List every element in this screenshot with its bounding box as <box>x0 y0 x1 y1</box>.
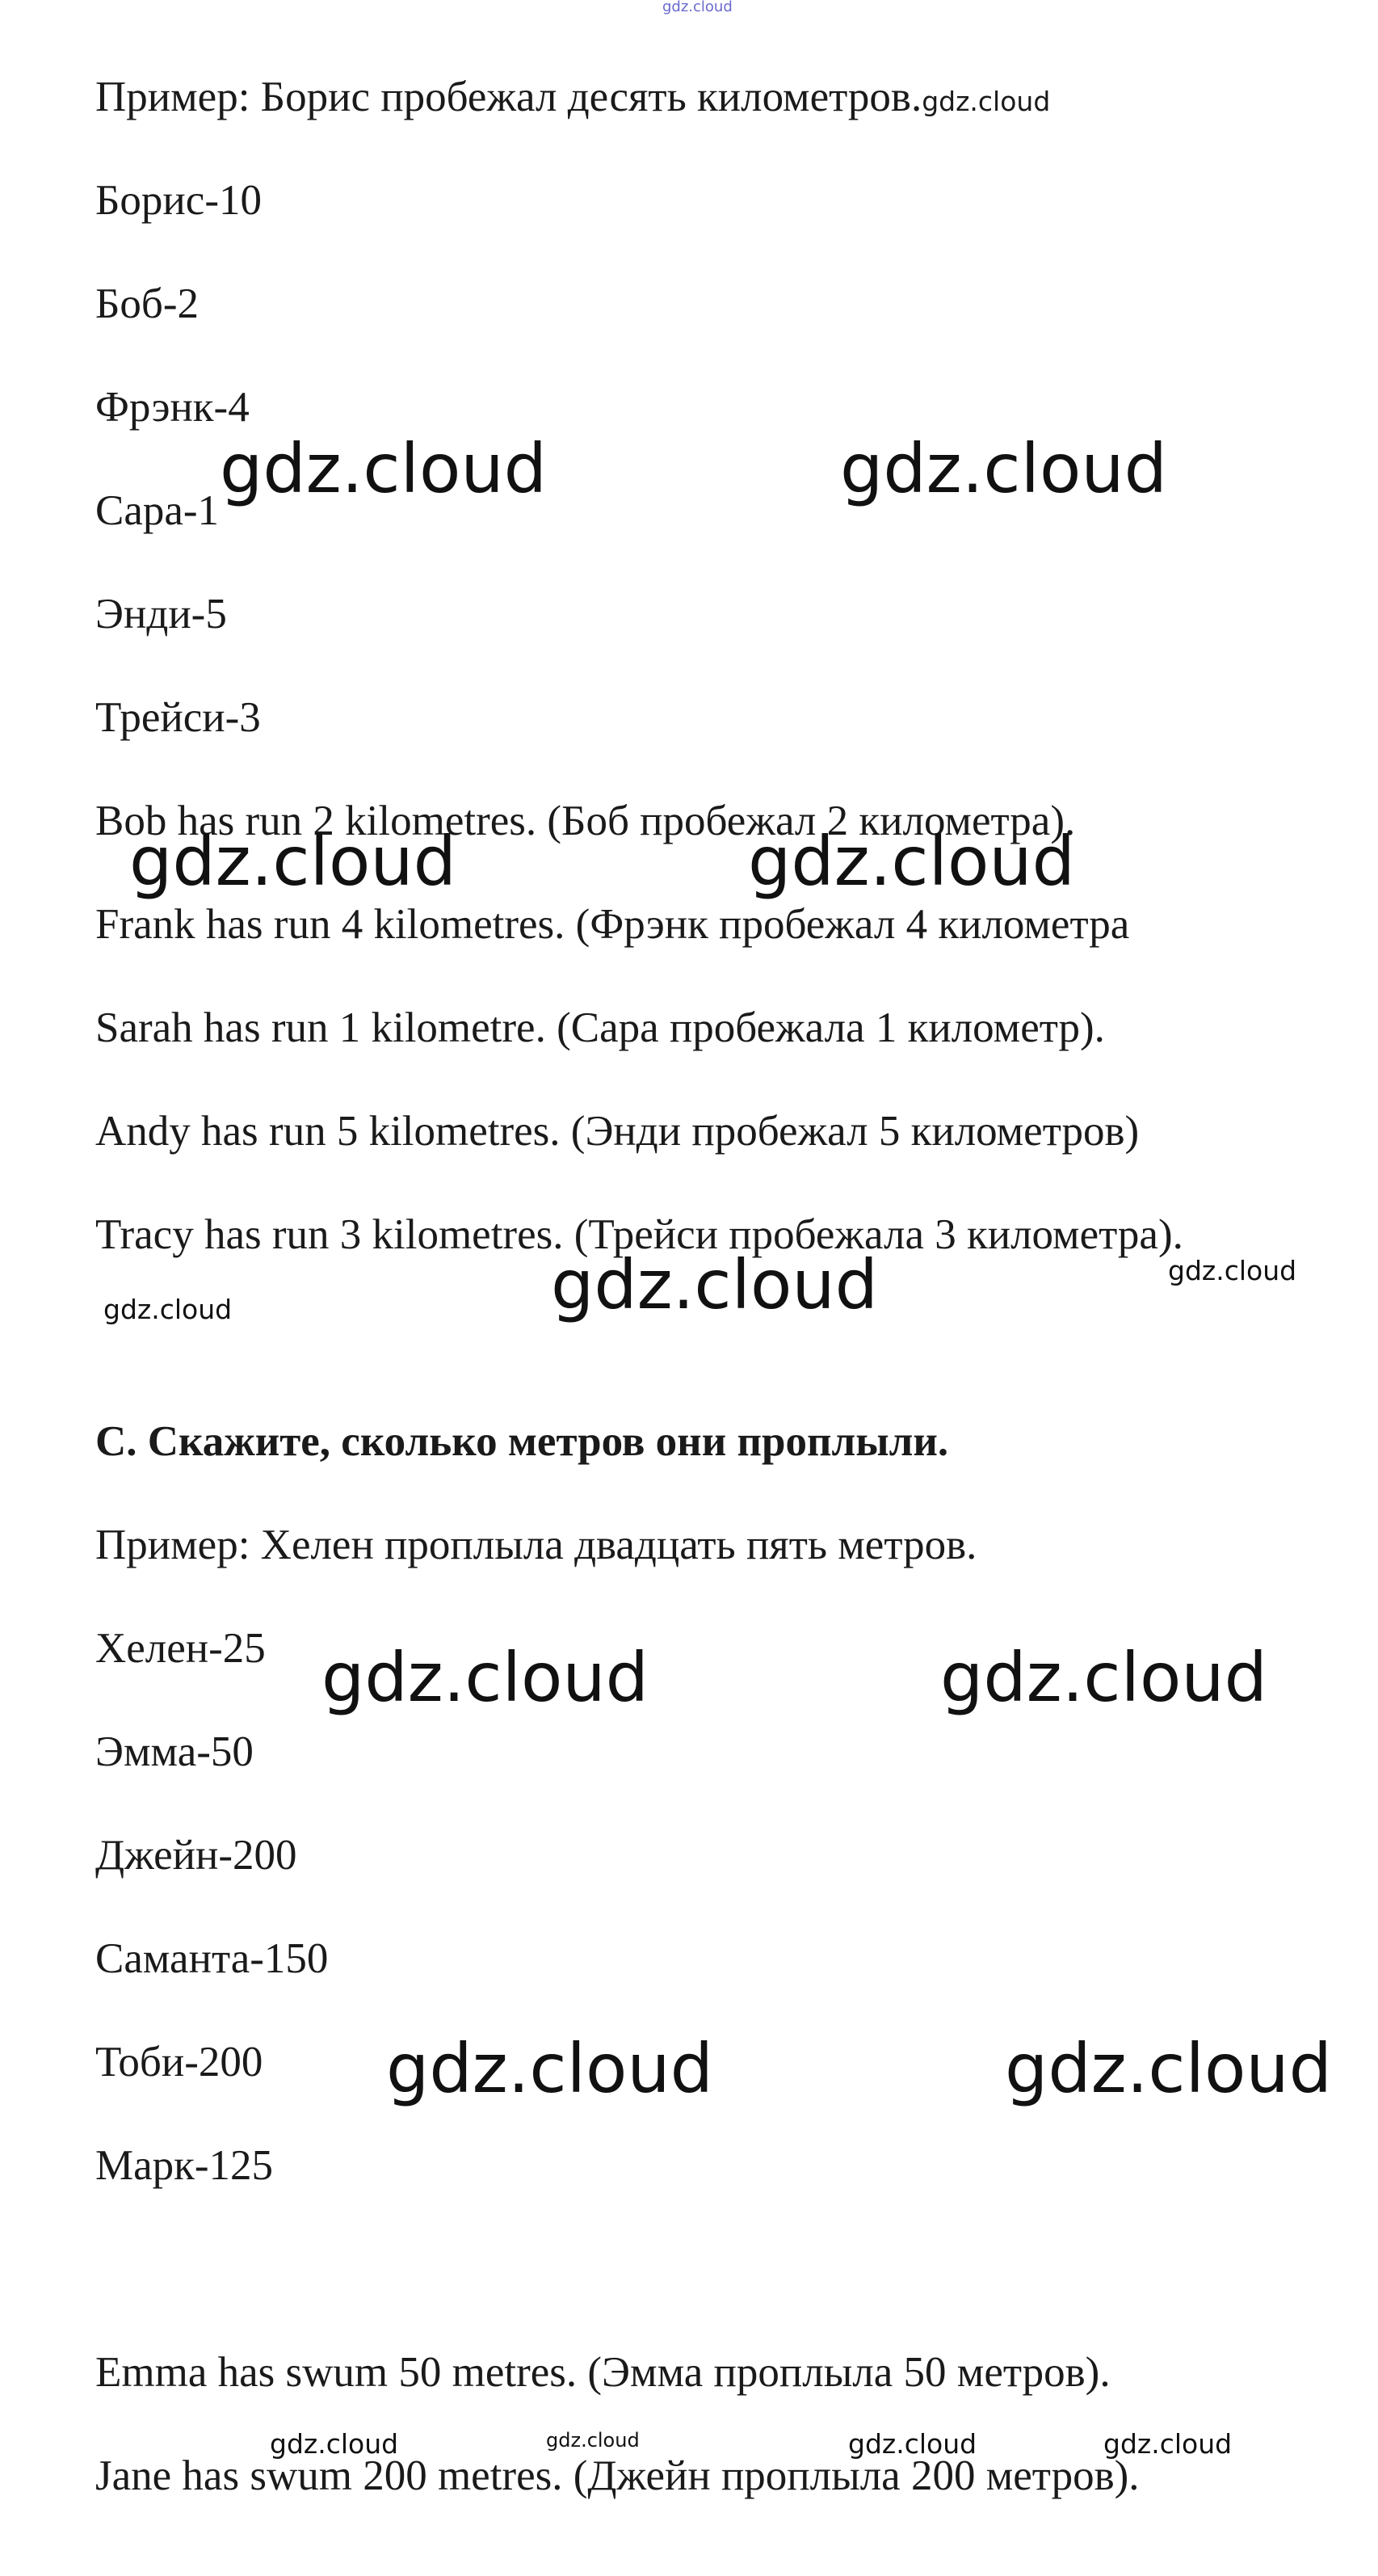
watermark: gdz.cloud <box>270 2428 399 2460</box>
section-heading: C. Скажите, сколько метров они проплыли. <box>95 1418 949 1465</box>
example-run-text: Пример: Борис пробежал десять километров. <box>95 74 922 120</box>
watermark: gdz.cloud <box>546 2429 640 2452</box>
answer-sentence: Andy has run 5 kilometres. (Энди пробежал 5 километров) <box>95 1108 1140 1155</box>
watermark: gdz.cloud <box>220 429 547 508</box>
watermark: gdz.cloud <box>1005 2029 1332 2108</box>
watermark: gdz.cloud <box>940 1638 1267 1717</box>
watermark: gdz.cloud <box>551 1245 878 1324</box>
list-item: Сара-1 <box>95 487 220 534</box>
list-item: Хелен-25 <box>95 1625 266 1672</box>
watermark: gdz.cloud <box>386 2029 713 2108</box>
watermark-inline: gdz.cloud <box>922 86 1051 117</box>
list-item: Джейн-200 <box>95 1832 297 1879</box>
watermark: gdz.cloud <box>129 822 456 901</box>
watermark: gdz.cloud <box>321 1638 649 1717</box>
list-item: Трейси-3 <box>95 694 261 741</box>
list-item: Фрэнк-4 <box>95 384 250 431</box>
watermark: gdz.cloud <box>1168 1255 1297 1286</box>
example-swim-line: Пример: Хелен проплыла двадцать пять метров. <box>95 1522 977 1568</box>
answer-sentence: Jane has swum 200 metres. (Джейн проплыла 200 метров). <box>95 2452 1140 2499</box>
watermark: gdz.cloud <box>103 1294 233 1325</box>
example-run-line <box>95 71 1050 128</box>
answer-sentence: Bob has run 2 kilometres. (Боб пробежал 2 километра). <box>95 798 1076 844</box>
answer-sentence: Tracy has run 3 kilometres. (Трейси пробежала 3 километра). <box>95 1211 1183 1258</box>
answer-sentence: Emma has swum 50 metres. (Эмма проплыла 50 метров). <box>95 2349 1111 2396</box>
list-item: Тоби-200 <box>95 2039 263 2086</box>
list-item: Марк-125 <box>95 2142 274 2189</box>
list-item: Эмма-50 <box>95 1728 254 1775</box>
answer-sentence: Sarah has run 1 kilometre. (Сара пробежала 1 километр). <box>95 1004 1105 1051</box>
watermark: gdz.cloud <box>748 822 1075 901</box>
answer-sentence: Frank has run 4 kilometres. (Фрэнк пробежал 4 километра <box>95 901 1130 948</box>
watermark-top: gdz.cloud <box>662 0 733 15</box>
list-item: Энди-5 <box>95 591 227 638</box>
watermark: gdz.cloud <box>840 429 1167 508</box>
list-item: Саманта-150 <box>95 1935 329 1982</box>
watermark: gdz.cloud <box>1103 2428 1233 2460</box>
list-item: Борис-10 <box>95 177 262 224</box>
watermark: gdz.cloud <box>848 2428 977 2460</box>
list-item: Боб-2 <box>95 280 200 327</box>
